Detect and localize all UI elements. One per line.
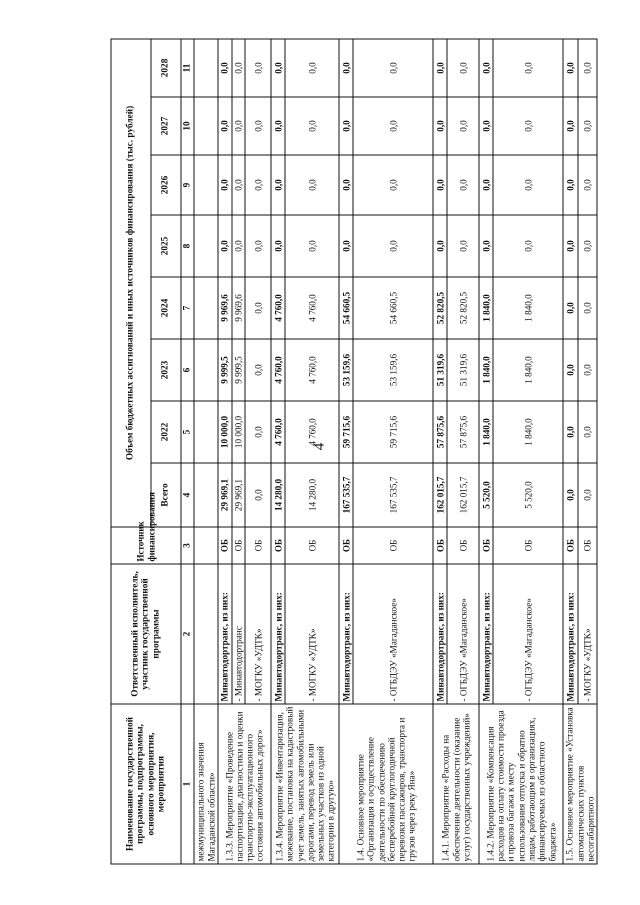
value-cell: 0,0 bbox=[578, 39, 597, 97]
header-source: Источник финансирования bbox=[111, 527, 181, 564]
value-cell: 0,0 bbox=[479, 39, 493, 97]
column-number: 9 bbox=[181, 155, 194, 215]
value-cell: 0,0 bbox=[285, 39, 339, 97]
value-cell: 51 319,6 bbox=[447, 339, 479, 401]
value-cell: 52 820,5 bbox=[447, 277, 479, 339]
value-cell: 4 760,0 bbox=[285, 339, 339, 401]
value-cell: 5 520,0 bbox=[493, 463, 563, 527]
value-cell: 9 999,5 bbox=[218, 339, 232, 401]
value-cell: 0,0 bbox=[245, 97, 271, 155]
source-cell: ОБ bbox=[493, 527, 563, 564]
value-cell: 0,0 bbox=[245, 401, 271, 463]
source-cell: ОБ bbox=[271, 527, 285, 564]
value-cell: 0,0 bbox=[493, 215, 563, 277]
executor-cell bbox=[194, 564, 218, 704]
value-cell: 4 760,0 bbox=[271, 401, 285, 463]
value-cell: 0,0 bbox=[271, 215, 285, 277]
column-number: 4 bbox=[181, 463, 194, 527]
value-cell: 9 969,6 bbox=[218, 277, 232, 339]
value-cell: 0,0 bbox=[563, 155, 578, 215]
value-cell: 0,0 bbox=[245, 39, 271, 97]
value-cell: 0,0 bbox=[218, 39, 232, 97]
value-cell: 0,0 bbox=[578, 97, 597, 155]
header-year: 2025 bbox=[151, 215, 181, 277]
activity-name-cell: 1.3.4. Мероприятие «Инвентаризация, межевание, постановка на кадастровый учет земель, занятых автомобильными дорогами, перевод земель или земельных участков из одной категории в другую» bbox=[271, 704, 339, 864]
value-cell: 1 840,0 bbox=[479, 401, 493, 463]
value-cell: 0,0 bbox=[447, 155, 479, 215]
column-number: 10 bbox=[181, 97, 194, 155]
value-cell: 0,0 bbox=[433, 155, 447, 215]
value-cell: 0,0 bbox=[245, 215, 271, 277]
executor-cell: - Минавтодортранс bbox=[232, 564, 245, 704]
funding-table bbox=[111, 38, 598, 864]
value-cell: 0,0 bbox=[578, 277, 597, 339]
activity-name-cell: 1.3.3. Мероприятие «Проведение паспортизации, диагностики и оценки транспортно-эксплуатационного состояния автомобильных дорог» bbox=[218, 704, 271, 864]
value-cell: 0,0 bbox=[563, 277, 578, 339]
value-cell: 0,0 bbox=[271, 155, 285, 215]
value-cell: 0,0 bbox=[578, 463, 597, 527]
value-cell: 1 840,0 bbox=[493, 277, 563, 339]
value-cell: 0,0 bbox=[493, 39, 563, 97]
value-cell: 54 660,5 bbox=[353, 277, 433, 339]
value-cell: 162 015,7 bbox=[447, 463, 479, 527]
value-cell: 1 840,0 bbox=[493, 401, 563, 463]
value-cell: 4 760,0 bbox=[271, 277, 285, 339]
value-cell: 14 280,0 bbox=[285, 463, 339, 527]
executor-cell: Минавтодортранс, из них: bbox=[339, 564, 353, 704]
value-cell: 29 969,1 bbox=[218, 463, 232, 527]
executor-cell: Минавтодортранс, из них: bbox=[479, 564, 493, 704]
value-cell: 5 520,0 bbox=[479, 463, 493, 527]
value-cell: 0,0 bbox=[563, 463, 578, 527]
value-cell: 0,0 bbox=[245, 277, 271, 339]
source-cell: ОБ bbox=[563, 527, 578, 564]
value-cell: 0,0 bbox=[563, 215, 578, 277]
header-year: Всего bbox=[151, 463, 181, 527]
executor-cell: Минавтодортранс, из них: bbox=[563, 564, 578, 704]
column-number: 5 bbox=[181, 401, 194, 463]
header-funding-group: Объем бюджетных ассигнований и иных источников финансирования (тыс. рублей) bbox=[111, 39, 151, 527]
value-cell: 10 000,0 bbox=[232, 401, 245, 463]
value-cell: 0,0 bbox=[339, 39, 353, 97]
header-year: 2026 bbox=[151, 155, 181, 215]
column-number: 6 bbox=[181, 339, 194, 401]
source-cell: ОБ bbox=[245, 527, 271, 564]
executor-cell: - ОГБДЭУ «Магаданское» bbox=[353, 564, 433, 704]
value-cell: 0,0 bbox=[578, 339, 597, 401]
executor-cell: - МОГКУ «УДТК» bbox=[578, 564, 597, 704]
column-number: 3 bbox=[181, 527, 194, 564]
value-cell: 0,0 bbox=[479, 97, 493, 155]
header-year: 2024 bbox=[151, 277, 181, 339]
value-cell: 59 715,6 bbox=[353, 401, 433, 463]
value-cell: 0,0 bbox=[232, 215, 245, 277]
value-cell: 0,0 bbox=[339, 97, 353, 155]
value-cell: 0,0 bbox=[493, 155, 563, 215]
value-cell: 0,0 bbox=[232, 97, 245, 155]
rotated-table-wrapper bbox=[111, 40, 596, 865]
executor-cell: - МОГКУ «УДТК» bbox=[245, 564, 271, 704]
source-cell: ОБ bbox=[447, 527, 479, 564]
value-cell: 0,0 bbox=[285, 97, 339, 155]
value-cell: 167 535,7 bbox=[339, 463, 353, 527]
source-cell: ОБ bbox=[479, 527, 493, 564]
executor-cell: Минавтодортранс, из них: bbox=[218, 564, 232, 704]
source-cell: ОБ bbox=[285, 527, 339, 564]
value-cell: 51 319,6 bbox=[433, 339, 447, 401]
header-year: 2023 bbox=[151, 339, 181, 401]
value-cell: 0,0 bbox=[353, 155, 433, 215]
value-cell: 0,0 bbox=[232, 155, 245, 215]
source-cell: ОБ bbox=[232, 527, 245, 564]
header-name: Наименование государственной программы, подпрограммы, основного мероприятия, мероприятия bbox=[111, 704, 181, 864]
value-cell: 0,0 bbox=[285, 155, 339, 215]
value-cell: 59 715,6 bbox=[339, 401, 353, 463]
column-number: 8 bbox=[181, 215, 194, 277]
table-row bbox=[194, 39, 218, 864]
value-cell: 29 969,1 bbox=[232, 463, 245, 527]
table-row bbox=[339, 39, 353, 864]
value-cell: 0,0 bbox=[447, 39, 479, 97]
value-cell: 0,0 bbox=[353, 39, 433, 97]
activity-name-cell: 1.5. Основное мероприятие «Установка автоматических пунктов весогабаритного bbox=[563, 704, 597, 864]
value-cell: 9 999,5 bbox=[232, 339, 245, 401]
executor-cell: - ОГБДЭУ «Магаданское» bbox=[447, 564, 479, 704]
value-cell: 0,0 bbox=[353, 97, 433, 155]
value-cell: 53 159,6 bbox=[353, 339, 433, 401]
column-number: 2 bbox=[181, 564, 194, 704]
value-cell: 0,0 bbox=[433, 215, 447, 277]
value-cell: 0,0 bbox=[218, 97, 232, 155]
executor-cell: - ОГБДЭУ «Магаданское» bbox=[493, 564, 563, 704]
value-cell: 0,0 bbox=[285, 215, 339, 277]
value-cell: 0,0 bbox=[433, 97, 447, 155]
value-cell: 0,0 bbox=[353, 215, 433, 277]
value-cell: 1 840,0 bbox=[479, 277, 493, 339]
value-cell: 0,0 bbox=[447, 97, 479, 155]
column-number: 11 bbox=[181, 39, 194, 97]
value-cell: 0,0 bbox=[218, 155, 232, 215]
value-cell bbox=[194, 39, 218, 97]
value-cell: 0,0 bbox=[271, 97, 285, 155]
column-number: 7 bbox=[181, 277, 194, 339]
value-cell bbox=[194, 215, 218, 277]
source-cell bbox=[194, 527, 218, 564]
value-cell: 4 760,0 bbox=[271, 339, 285, 401]
executor-cell: Минавтодортранс, из них: bbox=[271, 564, 285, 704]
value-cell: 4 760,0 bbox=[285, 401, 339, 463]
activity-name-cell: межмуниципального значения Магаданской области» bbox=[194, 704, 218, 864]
table-row bbox=[271, 39, 285, 864]
column-number: 1 bbox=[181, 704, 194, 864]
executor-cell: Минавтодортранс, из них: bbox=[433, 564, 447, 704]
value-cell: 0,0 bbox=[245, 155, 271, 215]
value-cell: 0,0 bbox=[563, 339, 578, 401]
value-cell: 10 000,0 bbox=[218, 401, 232, 463]
value-cell: 53 159,6 bbox=[339, 339, 353, 401]
value-cell: 0,0 bbox=[339, 155, 353, 215]
value-cell: 52 820,5 bbox=[433, 277, 447, 339]
header-year: 2027 bbox=[151, 97, 181, 155]
value-cell bbox=[194, 277, 218, 339]
value-cell: 0,0 bbox=[493, 97, 563, 155]
table-row bbox=[479, 39, 493, 864]
value-cell: 0,0 bbox=[563, 97, 578, 155]
value-cell bbox=[194, 401, 218, 463]
table-row bbox=[218, 39, 232, 864]
value-cell bbox=[194, 155, 218, 215]
value-cell: 57 875,6 bbox=[447, 401, 479, 463]
source-cell: ОБ bbox=[578, 527, 597, 564]
value-cell: 0,0 bbox=[578, 155, 597, 215]
source-cell: ОБ bbox=[433, 527, 447, 564]
header-year: 2022 bbox=[151, 401, 181, 463]
value-cell: 1 840,0 bbox=[493, 339, 563, 401]
value-cell bbox=[194, 339, 218, 401]
activity-name-cell: 1.4.2. Мероприятие «Компенсация расходов на оплату стоимости проезда и провоза багажа к месту использования отпуска и обратно лицам, работающим в организациях, финансируемых из областного бюджета» bbox=[479, 704, 563, 864]
value-cell: 167 535,7 bbox=[353, 463, 433, 527]
value-cell: 0,0 bbox=[339, 215, 353, 277]
value-cell bbox=[194, 97, 218, 155]
source-cell: ОБ bbox=[353, 527, 433, 564]
value-cell: 9 969,6 bbox=[232, 277, 245, 339]
value-cell: 0,0 bbox=[245, 463, 271, 527]
value-cell: 162 015,7 bbox=[433, 463, 447, 527]
header-year: 2028 bbox=[151, 39, 181, 97]
value-cell: 0,0 bbox=[271, 39, 285, 97]
source-cell: ОБ bbox=[218, 527, 232, 564]
executor-cell: - МОГКУ «УДТК» bbox=[285, 564, 339, 704]
value-cell: 0,0 bbox=[433, 39, 447, 97]
value-cell: 0,0 bbox=[218, 215, 232, 277]
page-number: 4 bbox=[311, 442, 328, 451]
value-cell: 0,0 bbox=[578, 215, 597, 277]
value-cell: 4 760,0 bbox=[285, 277, 339, 339]
table-body bbox=[194, 39, 597, 864]
value-cell: 57 875,6 bbox=[433, 401, 447, 463]
value-cell: 0,0 bbox=[578, 401, 597, 463]
activity-name-cell: 1.4.1. Мероприятие «Расходы на обеспечение деятельности (оказание услуг) государственных учреждений» bbox=[433, 704, 479, 864]
value-cell bbox=[194, 463, 218, 527]
value-cell: 0,0 bbox=[479, 215, 493, 277]
value-cell: 0,0 bbox=[447, 215, 479, 277]
value-cell: 0,0 bbox=[232, 39, 245, 97]
value-cell: 1 840,0 bbox=[479, 339, 493, 401]
table-row bbox=[433, 39, 447, 864]
value-cell: 14 280,0 bbox=[271, 463, 285, 527]
value-cell: 54 660,5 bbox=[339, 277, 353, 339]
value-cell: 0,0 bbox=[245, 339, 271, 401]
value-cell: 0,0 bbox=[563, 401, 578, 463]
table-row bbox=[563, 39, 578, 864]
source-cell: ОБ bbox=[339, 527, 353, 564]
value-cell: 0,0 bbox=[563, 39, 578, 97]
value-cell: 0,0 bbox=[479, 155, 493, 215]
header-executor: Ответственный исполнитель, участник государственной программы bbox=[111, 564, 181, 704]
activity-name-cell: 1.4. Основное мероприятие «Организация и осуществление деятельности по обеспечению бесперебойной круглогодичной перевозки пассажиров, транспорта и грузов через реку Яна» bbox=[339, 704, 433, 864]
